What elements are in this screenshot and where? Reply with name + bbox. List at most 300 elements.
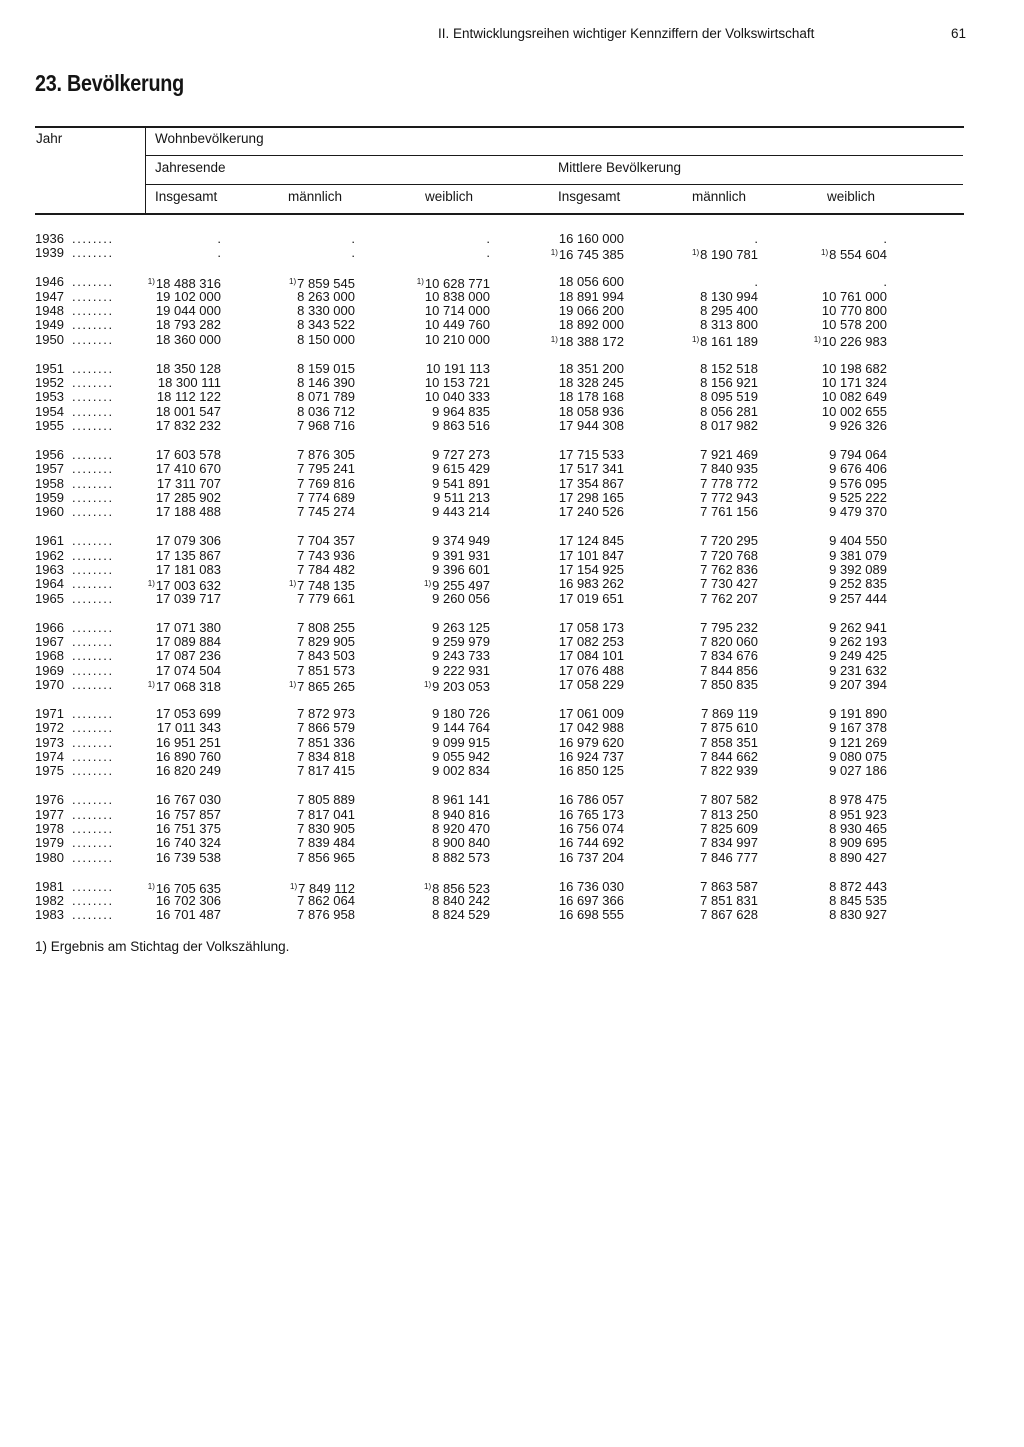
table-row bbox=[0, 894, 1024, 908]
cell-wohn-female: $^{1)}$9 255 497 bbox=[424, 578, 490, 594]
footnote-marker: 1) bbox=[147, 277, 155, 287]
year-cell: 1973 bbox=[35, 734, 64, 750]
table-row bbox=[0, 707, 1024, 721]
leader-dots: ........ bbox=[72, 317, 114, 333]
year-cell: 1960 bbox=[35, 504, 64, 520]
cell-mittel-female: 8 978 475 bbox=[829, 792, 887, 808]
cell-mittel-male: 7 720 295 bbox=[700, 533, 758, 549]
cell-wohn-total: 16 702 306 bbox=[155, 892, 221, 908]
cell-mittel-female: 8 890 427 bbox=[829, 849, 887, 865]
cell-mittel-female: 8 845 535 bbox=[829, 892, 887, 908]
cell-mittel-total: 17 058 173 bbox=[558, 619, 624, 635]
year-cell: 1968 bbox=[35, 648, 64, 664]
cell-wohn-female: 10 714 000 bbox=[424, 302, 490, 318]
cell-mittel-female: 9 479 370 bbox=[829, 504, 887, 520]
cell-wohn-female: 9 180 726 bbox=[432, 705, 490, 721]
cell-wohn-female: 8 840 242 bbox=[432, 892, 490, 908]
footnote-marker: 1) bbox=[424, 579, 432, 589]
cell-wohn-female: 10 191 113 bbox=[425, 360, 490, 376]
cell-wohn-female: 10 040 333 bbox=[424, 389, 490, 405]
leader-dots: ........ bbox=[72, 763, 114, 779]
cell-mittel-male: 7 844 662 bbox=[700, 749, 758, 765]
cell-mittel-total: 16 698 555 bbox=[558, 907, 624, 923]
cell-wohn-male: 7 866 579 bbox=[297, 720, 355, 736]
cell-wohn-female: 8 824 529 bbox=[432, 907, 490, 923]
leader-dots: ........ bbox=[72, 705, 114, 721]
year-cell: 1950 bbox=[35, 331, 64, 347]
cell-mittel-total: 16 765 173 bbox=[558, 806, 624, 822]
cell-mittel-female: 10 082 649 bbox=[821, 389, 887, 405]
footnote-marker: 1) bbox=[290, 881, 298, 891]
table-row bbox=[0, 851, 1024, 865]
year-cell: 1946 bbox=[35, 274, 64, 290]
table-row bbox=[0, 376, 1024, 390]
cell-mittel-male: 7 825 609 bbox=[700, 821, 758, 837]
cell-wohn-male: 7 784 482 bbox=[297, 561, 355, 577]
footnote-marker: 1) bbox=[147, 579, 155, 589]
cell-wohn-female: 9 263 125 bbox=[432, 619, 490, 635]
cell-wohn-female: 10 449 760 bbox=[424, 317, 490, 333]
leader-dots: ........ bbox=[72, 547, 114, 563]
year-cell: 1962 bbox=[35, 547, 64, 563]
cell-wohn-total: $^{1)}$16 705 635 bbox=[147, 880, 221, 896]
cell-wohn-total: 18 001 547 bbox=[155, 403, 221, 419]
table-row bbox=[0, 563, 1024, 577]
cell-mittel-total: 17 082 253 bbox=[558, 633, 624, 649]
cell-wohn-total: 17 087 236 bbox=[155, 648, 221, 664]
year-cell: 1967 bbox=[35, 633, 64, 649]
table-row bbox=[0, 592, 1024, 606]
cell-mittel-female: 9 207 394 bbox=[829, 677, 887, 693]
cell-mittel-total: 17 354 867 bbox=[558, 475, 624, 491]
cell-wohn-male: 7 856 965 bbox=[297, 849, 355, 865]
year-cell: 1970 bbox=[35, 677, 64, 693]
cell-mittel-total: 17 042 988 bbox=[558, 720, 624, 736]
cell-wohn-female: 9 374 949 bbox=[432, 533, 490, 549]
leader-dots: ........ bbox=[72, 677, 114, 693]
year-cell: 1961 bbox=[35, 533, 64, 549]
cell-mittel-total: 18 351 200 bbox=[558, 360, 624, 376]
cell-wohn-female: 10 210 000 bbox=[424, 331, 490, 347]
leader-dots: ........ bbox=[72, 374, 114, 390]
cell-wohn-male: . bbox=[351, 231, 355, 246]
column-header-year: Jahr bbox=[36, 131, 63, 146]
table-row bbox=[0, 390, 1024, 404]
row-group bbox=[0, 793, 1024, 865]
cell-wohn-total: 17 011 343 bbox=[156, 720, 221, 736]
cell-mittel-total: 17 517 341 bbox=[558, 461, 624, 477]
table-row bbox=[0, 318, 1024, 332]
cell-mittel-male: 7 840 935 bbox=[700, 461, 758, 477]
cell-wohn-total: 16 701 487 bbox=[155, 907, 221, 923]
cell-mittel-female: 9 381 079 bbox=[829, 547, 887, 563]
table-row bbox=[0, 419, 1024, 433]
cell-mittel-female: 9 576 095 bbox=[829, 475, 887, 491]
leader-dots: ........ bbox=[72, 662, 114, 678]
leader-dots: ........ bbox=[72, 821, 114, 837]
leader-dots: ........ bbox=[72, 648, 114, 664]
cell-wohn-total: 16 751 375 bbox=[155, 821, 221, 837]
year-cell: 1958 bbox=[35, 475, 64, 491]
year-cell: 1952 bbox=[35, 374, 64, 390]
cell-wohn-total: 17 071 380 bbox=[155, 619, 221, 635]
cell-mittel-male: $^{1)}$8 190 781 bbox=[692, 247, 758, 263]
cell-wohn-female: $^{1)}$10 628 771 bbox=[416, 276, 490, 292]
table-row bbox=[0, 836, 1024, 850]
cell-wohn-female: 8 961 141 bbox=[432, 792, 490, 808]
table-row bbox=[0, 649, 1024, 663]
footnote-marker: 1) bbox=[424, 680, 432, 690]
cell-mittel-male: 8 313 800 bbox=[700, 317, 758, 333]
table-body bbox=[0, 232, 1024, 937]
cell-mittel-male: . bbox=[754, 274, 758, 290]
leader-dots: ........ bbox=[72, 360, 114, 376]
cell-mittel-total: $^{1)}$18 388 172 bbox=[550, 333, 624, 349]
cell-wohn-male: 7 704 357 bbox=[297, 533, 355, 549]
cell-mittel-total: 17 298 165 bbox=[558, 490, 624, 506]
cell-mittel-female: 8 872 443 bbox=[829, 878, 887, 894]
cell-wohn-male: 8 071 789 bbox=[297, 389, 355, 405]
cell-wohn-total: 17 039 717 bbox=[155, 590, 221, 606]
cell-wohn-male: 7 876 958 bbox=[297, 907, 355, 923]
cell-wohn-male: 7 834 818 bbox=[297, 749, 355, 765]
cell-wohn-total: 16 951 251 bbox=[155, 734, 221, 750]
cell-mittel-total: 16 737 204 bbox=[558, 849, 624, 865]
cell-wohn-total: 16 767 030 bbox=[155, 792, 221, 808]
cell-mittel-male: 7 730 427 bbox=[700, 576, 758, 592]
footnote: 1) Ergebnis am Stichtag der Volkszählung. bbox=[35, 939, 290, 954]
column-group-mittlere-bevoelkerung: Mittlere Bevölkerung bbox=[558, 160, 682, 175]
cell-wohn-male: 7 968 716 bbox=[297, 418, 355, 434]
table-row bbox=[0, 736, 1024, 750]
cell-mittel-male: 7 795 232 bbox=[700, 619, 758, 635]
leader-dots: ........ bbox=[72, 806, 114, 822]
leader-dots: ........ bbox=[72, 331, 114, 347]
leader-dots: ........ bbox=[72, 633, 114, 649]
cell-mittel-female: 9 252 835 bbox=[829, 576, 887, 592]
table-row bbox=[0, 462, 1024, 476]
year-cell: 1951 bbox=[35, 360, 64, 376]
cell-mittel-total: 17 058 229 bbox=[558, 677, 624, 693]
footnote-marker: 1) bbox=[692, 248, 700, 258]
cell-wohn-female: $^{1)}$8 856 523 bbox=[424, 880, 490, 896]
cell-mittel-total: 17 084 101 bbox=[558, 648, 624, 664]
cell-wohn-female: 8 920 470 bbox=[432, 821, 490, 837]
cell-wohn-total: 19 044 000 bbox=[155, 302, 221, 318]
cell-mittel-male: 8 095 519 bbox=[700, 389, 758, 405]
cell-wohn-male: 7 805 889 bbox=[297, 792, 355, 808]
cell-wohn-total: 17 188 488 bbox=[155, 504, 221, 520]
year-cell: 1959 bbox=[35, 490, 64, 506]
cell-mittel-female: 10 002 655 bbox=[821, 403, 887, 419]
cell-mittel-total: 16 850 125 bbox=[558, 763, 624, 779]
leader-dots: ........ bbox=[72, 403, 114, 419]
cell-mittel-total: 17 101 847 bbox=[558, 547, 624, 563]
cell-mittel-male: 7 867 628 bbox=[700, 907, 758, 923]
cell-wohn-male: 7 769 816 bbox=[297, 475, 355, 491]
cell-mittel-total: 17 240 526 bbox=[558, 504, 624, 520]
cell-mittel-total: 16 697 366 bbox=[558, 892, 624, 908]
page-number: 61 bbox=[951, 26, 967, 41]
cell-mittel-total: 16 744 692 bbox=[558, 835, 624, 851]
cell-wohn-total: 16 740 324 bbox=[155, 835, 221, 851]
header-divider-vertical bbox=[145, 128, 146, 214]
cell-mittel-male: 7 875 610 bbox=[700, 720, 758, 736]
cell-wohn-female: 9 391 931 bbox=[432, 547, 490, 563]
column-header-female-1: weiblich bbox=[425, 189, 474, 204]
cell-mittel-male: 7 762 836 bbox=[700, 561, 758, 577]
cell-mittel-male: 7 822 939 bbox=[700, 763, 758, 779]
table-row bbox=[0, 621, 1024, 635]
footnote-marker: 1) bbox=[424, 881, 432, 891]
cell-wohn-total: $^{1)}$18 488 316 bbox=[147, 276, 221, 292]
table-row bbox=[0, 750, 1024, 764]
cell-mittel-female: 9 191 890 bbox=[829, 705, 887, 721]
cell-wohn-female: 9 863 516 bbox=[432, 418, 490, 434]
cell-wohn-total: 19 102 000 bbox=[155, 288, 221, 304]
year-cell: 1981 bbox=[35, 878, 64, 894]
year-cell: 1964 bbox=[35, 576, 64, 592]
footnote-marker: 1) bbox=[821, 248, 829, 258]
table-row bbox=[0, 880, 1024, 894]
table-row bbox=[0, 635, 1024, 649]
cell-mittel-total: 16 736 030 bbox=[558, 878, 624, 894]
cell-wohn-total: 17 053 699 bbox=[155, 705, 221, 721]
cell-wohn-male: 7 829 905 bbox=[297, 633, 355, 649]
year-cell: 1976 bbox=[35, 792, 64, 808]
cell-wohn-male: . bbox=[351, 245, 355, 261]
cell-mittel-female: 9 121 269 bbox=[829, 734, 887, 750]
leader-dots: ........ bbox=[72, 835, 114, 851]
cell-mittel-female: . bbox=[883, 274, 887, 290]
leader-dots: ........ bbox=[72, 792, 114, 808]
cell-wohn-total: 17 089 884 bbox=[155, 633, 221, 649]
row-group bbox=[0, 707, 1024, 779]
year-cell: 1957 bbox=[35, 461, 64, 477]
row-group bbox=[0, 621, 1024, 693]
cell-wohn-female: . bbox=[486, 245, 490, 261]
leader-dots: ........ bbox=[72, 302, 114, 318]
cell-wohn-female: 8 900 840 bbox=[432, 835, 490, 851]
cell-wohn-total: 16 820 249 bbox=[155, 763, 221, 779]
cell-wohn-female: 9 099 915 bbox=[432, 734, 490, 750]
table-row bbox=[0, 822, 1024, 836]
cell-wohn-total: 18 350 128 bbox=[155, 360, 221, 376]
cell-wohn-total: 17 079 306 bbox=[155, 533, 221, 549]
cell-wohn-total: . bbox=[217, 245, 221, 261]
cell-mittel-male: 7 813 250 bbox=[700, 806, 758, 822]
table-row bbox=[0, 808, 1024, 822]
cell-wohn-total: $^{1)}$17 003 632 bbox=[147, 578, 221, 594]
cell-mittel-total: 18 178 168 bbox=[558, 389, 624, 405]
leader-dots: ........ bbox=[72, 418, 114, 434]
footnote-marker: 1) bbox=[550, 248, 558, 258]
cell-mittel-female: 9 080 075 bbox=[829, 749, 887, 765]
rule-under-group bbox=[145, 155, 963, 156]
cell-mittel-total: 17 076 488 bbox=[558, 662, 624, 678]
cell-mittel-male: 8 056 281 bbox=[700, 403, 758, 419]
cell-wohn-male: 8 036 712 bbox=[297, 403, 355, 419]
cell-wohn-female: $^{1)}$9 203 053 bbox=[424, 679, 490, 695]
leader-dots: ........ bbox=[72, 446, 114, 462]
cell-mittel-female: 10 770 800 bbox=[821, 302, 887, 318]
cell-mittel-female: 9 231 632 bbox=[829, 662, 887, 678]
cell-mittel-male: 7 846 777 bbox=[700, 849, 758, 865]
cell-mittel-male: 7 858 351 bbox=[700, 734, 758, 750]
cell-wohn-male: 8 343 522 bbox=[297, 317, 355, 333]
cell-wohn-total: 17 285 902 bbox=[155, 490, 221, 506]
year-cell: 1972 bbox=[35, 720, 64, 736]
row-group bbox=[0, 880, 1024, 923]
cell-wohn-female: 8 882 573 bbox=[432, 849, 490, 865]
year-cell: 1947 bbox=[35, 288, 64, 304]
cell-mittel-female: 9 249 425 bbox=[829, 648, 887, 664]
cell-wohn-female: 9 615 429 bbox=[432, 461, 490, 477]
table-row bbox=[0, 677, 1024, 695]
cell-wohn-total: 17 181 083 bbox=[155, 561, 221, 577]
table-row bbox=[0, 908, 1024, 922]
cell-mittel-total: $^{1)}$16 745 385 bbox=[550, 247, 624, 263]
year-cell: 1965 bbox=[35, 590, 64, 606]
cell-wohn-male: 8 330 000 bbox=[297, 302, 355, 318]
cell-mittel-female: . bbox=[883, 231, 887, 246]
year-cell: 1954 bbox=[35, 403, 64, 419]
leader-dots: ........ bbox=[72, 533, 114, 549]
cell-mittel-male: $^{1)}$8 161 189 bbox=[692, 333, 758, 349]
table-row bbox=[0, 721, 1024, 735]
cell-mittel-female: 10 761 000 bbox=[821, 288, 887, 304]
cell-mittel-total: 16 924 737 bbox=[558, 749, 624, 765]
header-bottom-rule bbox=[35, 213, 964, 215]
cell-mittel-total: 16 786 057 bbox=[558, 792, 624, 808]
cell-mittel-total: 18 056 600 bbox=[558, 274, 624, 290]
year-cell: 1966 bbox=[35, 619, 64, 635]
cell-wohn-male: $^{1)}$7 859 545 bbox=[289, 276, 355, 292]
table-row bbox=[0, 362, 1024, 376]
cell-mittel-total: 17 019 651 bbox=[558, 590, 624, 606]
rule-under-subgroups bbox=[145, 184, 963, 185]
leader-dots: ........ bbox=[72, 461, 114, 477]
column-header-female-2: weiblich bbox=[827, 189, 876, 204]
cell-mittel-male: 7 863 587 bbox=[700, 878, 758, 894]
cell-mittel-male: 8 156 921 bbox=[700, 374, 758, 390]
cell-mittel-female: 9 257 444 bbox=[829, 590, 887, 606]
column-header-male-1: männlich bbox=[288, 189, 343, 204]
cell-wohn-total: 17 832 232 bbox=[155, 418, 221, 434]
row-group bbox=[0, 448, 1024, 520]
cell-wohn-male: 7 872 973 bbox=[297, 705, 355, 721]
row-group bbox=[0, 232, 1024, 261]
cell-wohn-male: $^{1)}$7 748 135 bbox=[289, 578, 355, 594]
cell-wohn-total: 18 793 282 bbox=[155, 317, 221, 333]
cell-mittel-female: 9 392 089 bbox=[829, 561, 887, 577]
cell-wohn-female: 9 541 891 bbox=[432, 475, 490, 491]
leader-dots: ........ bbox=[72, 274, 114, 290]
leader-dots: ........ bbox=[72, 878, 114, 894]
cell-mittel-female: 9 794 064 bbox=[829, 446, 887, 462]
cell-wohn-total: 18 360 000 bbox=[155, 331, 221, 347]
cell-mittel-male: 7 807 582 bbox=[700, 792, 758, 808]
cell-mittel-female: 10 578 200 bbox=[821, 317, 887, 333]
cell-mittel-total: 17 124 845 bbox=[558, 533, 624, 549]
table-row bbox=[0, 477, 1024, 491]
table-row bbox=[0, 274, 1024, 292]
cell-mittel-female: 8 830 927 bbox=[829, 907, 887, 923]
cell-wohn-total: 17 311 707 bbox=[156, 475, 221, 491]
cell-wohn-male: 7 743 936 bbox=[297, 547, 355, 563]
cell-mittel-total: 16 979 620 bbox=[558, 734, 624, 750]
year-cell: 1953 bbox=[35, 389, 64, 405]
year-cell: 1936 bbox=[35, 231, 64, 246]
cell-wohn-male: $^{1)}$7 849 112 bbox=[290, 880, 355, 896]
cell-mittel-male: 7 850 835 bbox=[700, 677, 758, 693]
cell-wohn-male: 8 263 000 bbox=[297, 288, 355, 304]
year-cell: 1969 bbox=[35, 662, 64, 678]
year-cell: 1963 bbox=[35, 561, 64, 577]
cell-mittel-total: 18 328 245 bbox=[558, 374, 624, 390]
table-row bbox=[0, 534, 1024, 548]
row-group bbox=[0, 275, 1024, 347]
cell-mittel-total: 16 756 074 bbox=[558, 821, 624, 837]
leader-dots: ........ bbox=[72, 619, 114, 635]
leader-dots: ........ bbox=[72, 490, 114, 506]
year-cell: 1977 bbox=[35, 806, 64, 822]
cell-wohn-male: $^{1)}$7 865 265 bbox=[289, 679, 355, 695]
cell-mittel-total: 17 061 009 bbox=[558, 705, 624, 721]
cell-wohn-male: 7 817 415 bbox=[297, 763, 355, 779]
cell-mittel-female: 9 167 378 bbox=[829, 720, 887, 736]
cell-mittel-total: 16 160 000 bbox=[558, 231, 624, 246]
table-row bbox=[0, 793, 1024, 807]
cell-mittel-total: 17 154 925 bbox=[558, 561, 624, 577]
table-row bbox=[0, 505, 1024, 519]
cell-mittel-male: 7 820 060 bbox=[700, 633, 758, 649]
cell-wohn-female: 9 727 273 bbox=[432, 446, 490, 462]
footnote-marker: 1) bbox=[147, 881, 155, 891]
table-row bbox=[0, 232, 1024, 246]
cell-wohn-male: 7 817 041 bbox=[297, 806, 355, 822]
leader-dots: ........ bbox=[72, 849, 114, 865]
cell-wohn-female: 9 511 213 bbox=[433, 490, 490, 506]
cell-wohn-total: 16 890 760 bbox=[155, 749, 221, 765]
cell-wohn-total: 17 603 578 bbox=[155, 446, 221, 462]
cell-wohn-female: 9 144 764 bbox=[432, 720, 490, 736]
leader-dots: ........ bbox=[72, 907, 114, 923]
year-cell: 1939 bbox=[35, 245, 64, 261]
cell-mittel-male: 7 869 119 bbox=[701, 705, 758, 721]
cell-wohn-female: 9 222 931 bbox=[432, 662, 490, 678]
cell-wohn-male: 7 745 274 bbox=[297, 504, 355, 520]
row-group bbox=[0, 362, 1024, 434]
table-title: 23. Bevölkerung bbox=[35, 70, 184, 96]
table-row bbox=[0, 448, 1024, 462]
cell-wohn-male: 7 839 484 bbox=[297, 835, 355, 851]
cell-mittel-male: 7 762 207 bbox=[700, 590, 758, 606]
cell-mittel-female: 9 262 193 bbox=[829, 633, 887, 649]
year-cell: 1978 bbox=[35, 821, 64, 837]
cell-mittel-male: . bbox=[754, 231, 758, 246]
cell-mittel-male: 7 851 831 bbox=[700, 892, 758, 908]
cell-wohn-female: 9 443 214 bbox=[432, 504, 490, 520]
table-row bbox=[0, 333, 1024, 347]
leader-dots: ........ bbox=[72, 231, 114, 246]
cell-wohn-total: 17 135 867 bbox=[155, 547, 221, 563]
cell-mittel-male: 7 844 856 bbox=[700, 662, 758, 678]
leader-dots: ........ bbox=[72, 288, 114, 304]
table-row bbox=[0, 549, 1024, 563]
cell-mittel-male: 7 778 772 bbox=[700, 475, 758, 491]
cell-mittel-male: 7 834 997 bbox=[700, 835, 758, 851]
